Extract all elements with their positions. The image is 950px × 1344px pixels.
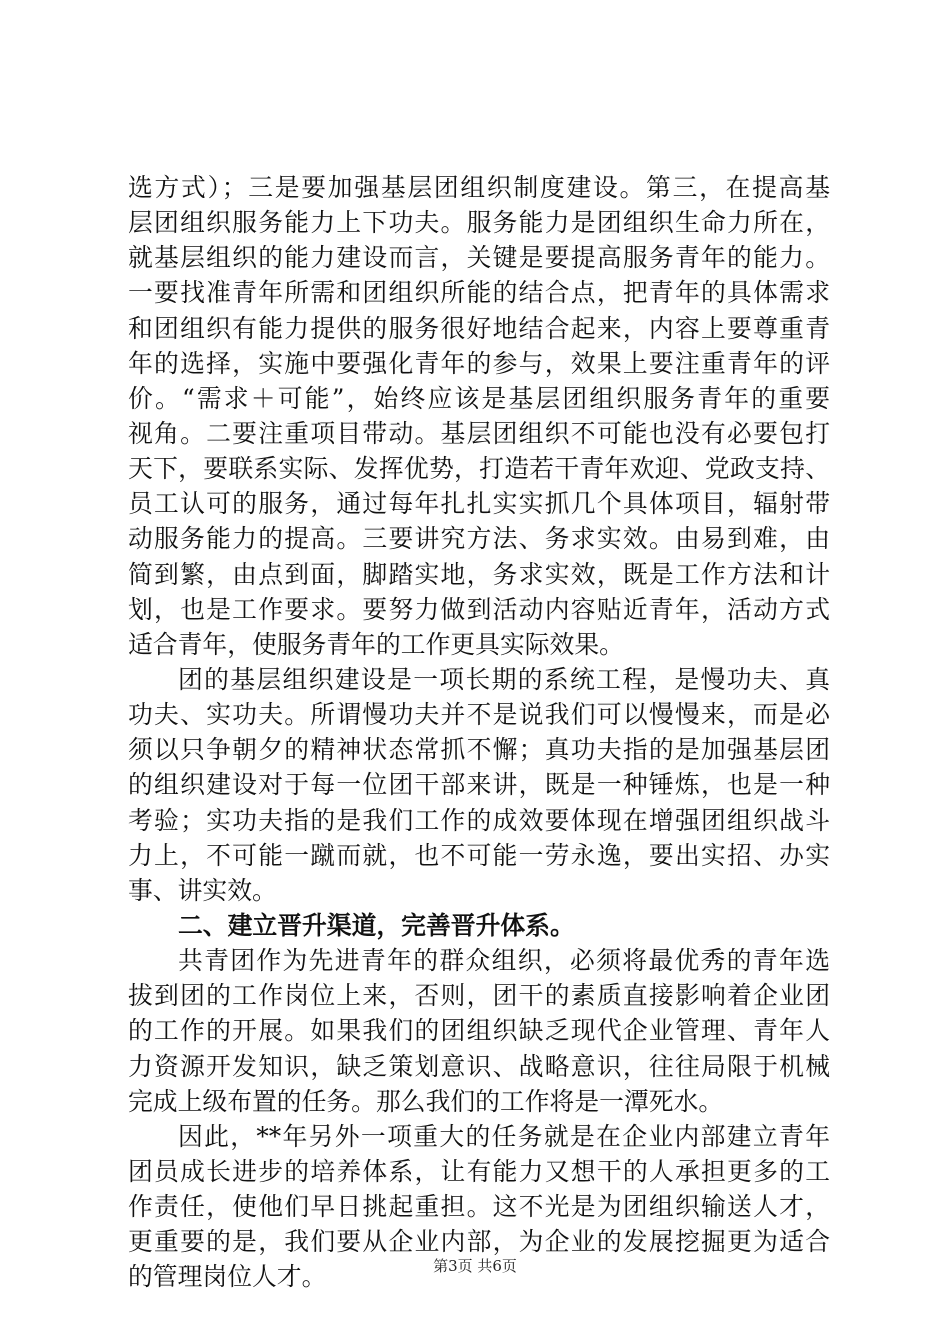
text-line: 和团组织有能力提供的服务很好地结合起来，内容上要尊重青 <box>128 313 830 343</box>
text-line: 须以只争朝夕的精神状态常抓不懈；真功夫指的是加强基层团 <box>128 735 830 765</box>
text-line: 简到繁，由点到面，脚踏实地，务求实效，既是工作方法和计 <box>128 559 830 589</box>
text-line: 的管理岗位人才。 <box>128 1262 327 1292</box>
text-line: 就基层组织的能力建设而言，关键是要提高服务青年的能力。 <box>128 243 830 273</box>
text-line: 团员成长进步的培养体系，让有能力又想干的人承担更多的工 <box>128 1156 830 1186</box>
text-line: 完成上级布置的任务。那么我们的工作将是一潭死水。 <box>128 1086 724 1116</box>
text-line: 划，也是工作要求。要努力做到活动内容贴近青年，活动方式 <box>128 594 830 624</box>
text-line: 力资源开发知识，缺乏策划意识、战略意识，往往局限于机械 <box>128 1051 830 1081</box>
text-line: 事、讲实效。 <box>128 875 277 905</box>
text-line: 适合青年，使服务青年的工作更具实际效果。 <box>128 629 624 659</box>
text-line: 的组织建设对于每一位团干部来讲，既是一种锤炼，也是一种 <box>128 770 830 800</box>
text-line: 功夫、实功夫。所谓慢功夫并不是说我们可以慢慢来，而是必 <box>128 700 830 730</box>
text-line: 团的基层组织建设是一项长期的系统工程，是慢功夫、真 <box>178 664 830 694</box>
text-line: 天下，要联系实际、发挥优势，打造若干青年欢迎、党政支持、 <box>128 454 830 484</box>
text-line: 层团组织服务能力上下功夫。服务能力是团组织生命力所在， <box>128 208 830 238</box>
text-line: 拔到团的工作岗位上来，否则，团干的素质直接影响着企业团 <box>128 981 830 1011</box>
text-line: 更重要的是，我们要从企业内部，为企业的发展挖掘更为适合 <box>128 1227 830 1257</box>
text-line: 的工作的开展。如果我们的团组织缺乏现代企业管理、青年人 <box>128 1016 830 1046</box>
text-line: 考验；实功夫指的是我们工作的成效要体现在增强团组织战斗 <box>128 805 830 835</box>
text-line: 年的选择，实施中要强化青年的参与，效果上要注重青年的评 <box>128 348 830 378</box>
text-line: 视角。二要注重项目带动。基层团组织不可能也没有必要包打 <box>128 418 830 448</box>
text-line: 作责任，使他们早日挑起重担。这不光是为团组织输送人才， <box>128 1192 830 1222</box>
text-line: 动服务能力的提高。三要讲究方法、务求实效。由易到难，由 <box>128 524 830 554</box>
text-line: 因此，**年另外一项重大的任务就是在企业内部建立青年 <box>178 1121 830 1151</box>
text-line: 共青团作为先进青年的群众组织，必须将最优秀的青年选 <box>178 946 830 976</box>
section-heading: 二、建立晋升渠道，完善晋升体系。 <box>178 910 575 940</box>
page-number-footer: 第3页 共6页 <box>433 1257 517 1275</box>
text-line: 员工认可的服务，通过每年扎扎实实抓几个具体项目，辐射带 <box>128 489 830 519</box>
text-line: 一要找准青年所需和团组织所能的结合点，把青年的具体需求 <box>128 278 830 308</box>
text-line: 选方式）；三是要加强基层团组织制度建设。第三，在提高基 <box>128 173 830 202</box>
text-line: 力上，不可能一蹴而就，也不可能一劳永逸，要出实招、办实 <box>128 840 830 870</box>
text-line: 价。“需求＋可能”，始终应该是基层团组织服务青年的重要 <box>128 383 830 413</box>
document-body <box>128 170 830 1295</box>
